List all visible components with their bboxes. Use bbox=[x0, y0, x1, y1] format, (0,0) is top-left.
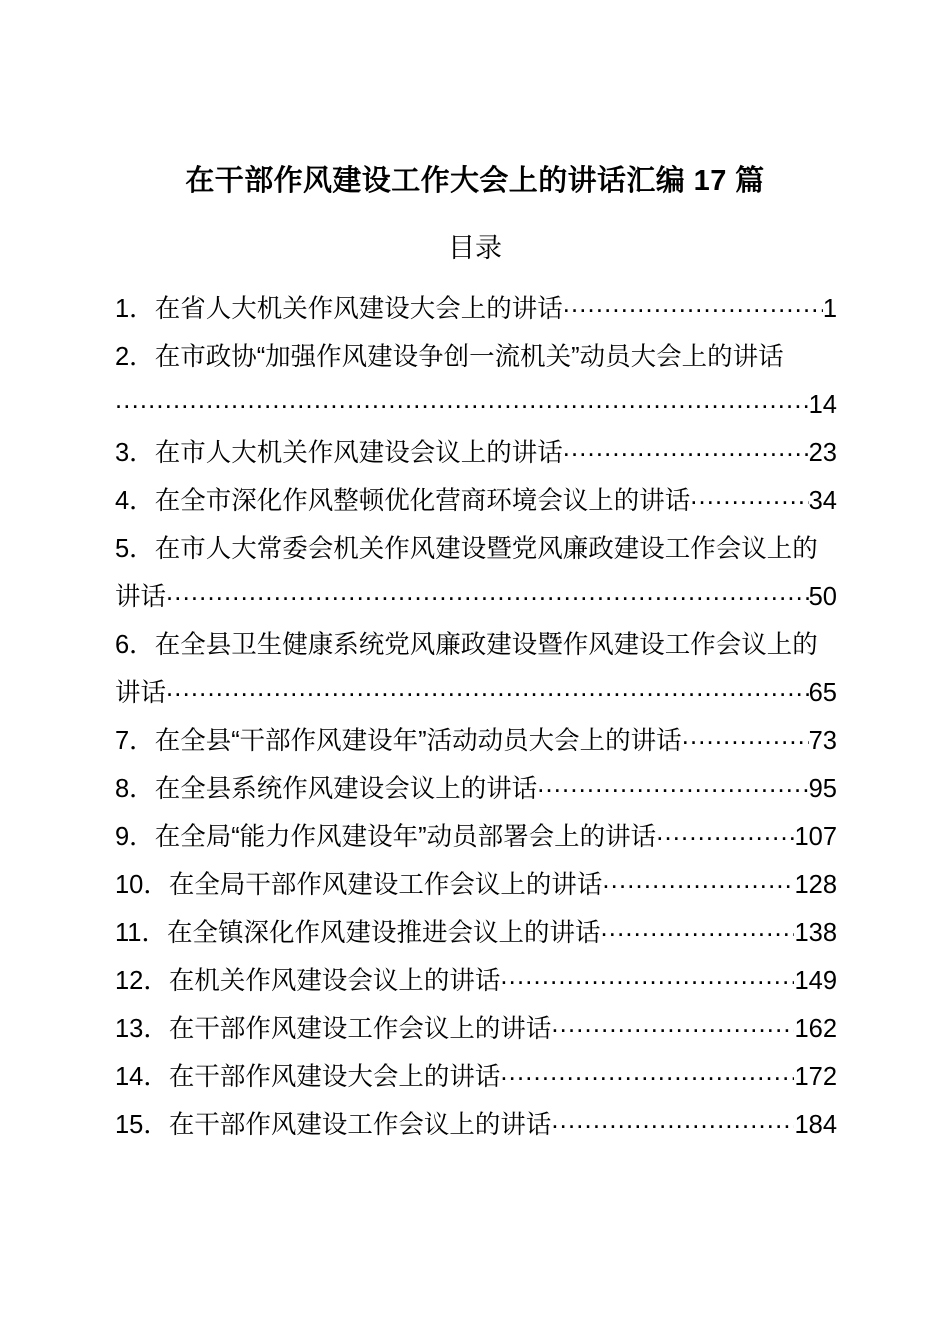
toc-entry-number: 14． bbox=[115, 1063, 169, 1091]
toc-entry-page-number: 34 bbox=[808, 487, 837, 515]
toc-leader-dots bbox=[500, 964, 794, 990]
toc-entry-title: 在全镇深化作风建设推进会议上的讲话 bbox=[166, 919, 601, 947]
toc-leader-dots bbox=[601, 916, 795, 942]
toc-leader-dots bbox=[690, 484, 808, 510]
toc-entry-line bbox=[115, 573, 837, 621]
toc-leader-dots bbox=[602, 868, 794, 894]
toc-entry-number: 2． bbox=[115, 343, 155, 371]
toc-entry-page-number: 107 bbox=[794, 823, 837, 851]
toc-entry-line bbox=[115, 1005, 837, 1053]
toc-entry-title: 在省人大机关作风建设大会上的讲话 bbox=[154, 295, 563, 323]
toc-entry-line bbox=[115, 621, 837, 669]
toc-leader-dots bbox=[166, 580, 809, 606]
toc-entry[interactable] bbox=[115, 765, 837, 813]
toc-entry[interactable] bbox=[115, 957, 837, 1005]
toc-entry[interactable] bbox=[115, 1005, 837, 1053]
toc-entry-line bbox=[115, 669, 837, 717]
toc-entry-number: 10． bbox=[115, 871, 169, 899]
toc-entry-page-number: 162 bbox=[794, 1015, 837, 1043]
toc-entry[interactable] bbox=[115, 813, 837, 861]
toc-entry[interactable] bbox=[115, 525, 837, 621]
table-of-contents bbox=[115, 285, 837, 1149]
toc-entry-line bbox=[115, 909, 837, 957]
toc-entry-title: 在市人大常委会机关作风建设暨党风廉政建设工作会议上的 bbox=[154, 535, 818, 563]
toc-entry-page-number: 138 bbox=[794, 919, 837, 947]
toc-entry-line bbox=[115, 957, 837, 1005]
toc-entry-page-number: 184 bbox=[794, 1111, 837, 1139]
toc-entry-title: 在全县系统作风建设会议上的讲话 bbox=[154, 775, 538, 803]
toc-entry[interactable] bbox=[115, 717, 837, 765]
toc-entry-number: 12． bbox=[115, 967, 169, 995]
toc-entry[interactable] bbox=[115, 429, 837, 477]
toc-entry[interactable] bbox=[115, 909, 837, 957]
toc-entry-number: 7． bbox=[115, 727, 155, 755]
toc-entry-title: 在干部作风建设工作会议上的讲话 bbox=[168, 1111, 552, 1139]
toc-entry-line bbox=[115, 525, 837, 573]
toc-leader-dots bbox=[551, 1108, 794, 1134]
toc-entry-page-number: 1 bbox=[822, 295, 837, 323]
toc-entry-page-number: 172 bbox=[794, 1063, 837, 1091]
toc-entry-title: 在机关作风建设会议上的讲话 bbox=[168, 967, 501, 995]
toc-entry-page-number: 50 bbox=[808, 583, 837, 611]
toc-leader-dots bbox=[115, 388, 809, 414]
toc-entry-page-number: 95 bbox=[808, 775, 837, 803]
toc-entry-line bbox=[115, 1053, 837, 1101]
toc-leader-dots bbox=[563, 292, 823, 318]
toc-entry-number: 5． bbox=[115, 535, 155, 563]
toc-entry-line bbox=[115, 429, 837, 477]
toc-entry-number: 8． bbox=[115, 775, 155, 803]
toc-entry-title: 在干部作风建设大会上的讲话 bbox=[168, 1063, 501, 1091]
toc-leader-dots bbox=[682, 724, 809, 750]
toc-entry-line bbox=[115, 813, 837, 861]
page-title: 在干部作风建设工作大会上的讲话汇编 17 篇 bbox=[185, 165, 765, 197]
toc-leader-dots bbox=[563, 436, 809, 462]
toc-entry-page-number: 73 bbox=[808, 727, 837, 755]
toc-leader-dots bbox=[166, 676, 809, 702]
toc-entry-line bbox=[115, 477, 837, 525]
toc-entry[interactable] bbox=[115, 285, 837, 333]
toc-entry-title: 在全市深化作风整顿优化营商环境会议上的讲话 bbox=[154, 487, 691, 515]
toc-leader-dots bbox=[537, 772, 808, 798]
toc-entry[interactable] bbox=[115, 477, 837, 525]
toc-entry-line bbox=[115, 381, 837, 429]
toc-entry-title: 在市人大机关作风建设会议上的讲话 bbox=[154, 439, 563, 467]
toc-entry-title: 讲话 bbox=[115, 679, 167, 707]
toc-entry-line bbox=[115, 333, 837, 381]
toc-entry[interactable] bbox=[115, 621, 837, 717]
toc-leader-dots bbox=[656, 820, 794, 846]
toc-entry-title: 讲话 bbox=[115, 583, 167, 611]
toc-entry[interactable] bbox=[115, 861, 837, 909]
toc-entry-line bbox=[115, 285, 837, 333]
toc-entry-number: 6． bbox=[115, 631, 155, 659]
toc-entry[interactable] bbox=[115, 1053, 837, 1101]
toc-leader-dots bbox=[551, 1012, 794, 1038]
toc-entry[interactable] bbox=[115, 333, 837, 429]
toc-entry-title: 在全局干部作风建设工作会议上的讲话 bbox=[168, 871, 603, 899]
toc-entry-line bbox=[115, 765, 837, 813]
toc-entry-number: 11． bbox=[115, 919, 167, 947]
toc-entry-number: 3． bbox=[115, 439, 155, 467]
toc-entry-number: 13． bbox=[115, 1015, 169, 1043]
toc-entry-number: 9． bbox=[115, 823, 155, 851]
toc-heading: 目录 bbox=[448, 233, 502, 263]
toc-entry-title: 在全县“干部作风建设年”活动动员大会上的讲话 bbox=[154, 727, 682, 755]
toc-entry-number: 15． bbox=[115, 1111, 169, 1139]
toc-entry[interactable] bbox=[115, 1101, 837, 1149]
toc-entry-line bbox=[115, 717, 837, 765]
toc-entry-number: 1． bbox=[115, 295, 155, 323]
toc-entry-page-number: 149 bbox=[794, 967, 837, 995]
toc-entry-page-number: 128 bbox=[794, 871, 837, 899]
toc-entry-title: 在全县卫生健康系统党风廉政建设暨作风建设工作会议上的 bbox=[154, 631, 818, 659]
toc-leader-dots bbox=[500, 1060, 794, 1086]
toc-entry-number: 4． bbox=[115, 487, 155, 515]
toc-entry-title: 在市政协“加强作风建设争创一流机关”动员大会上的讲话 bbox=[154, 343, 784, 371]
toc-entry-title: 在干部作风建设工作会议上的讲话 bbox=[168, 1015, 552, 1043]
toc-entry-page-number: 65 bbox=[808, 679, 837, 707]
toc-entry-page-number: 14 bbox=[808, 391, 837, 419]
toc-entry-page-number: 23 bbox=[808, 439, 837, 467]
toc-entry-line bbox=[115, 861, 837, 909]
toc-entry-line bbox=[115, 1101, 837, 1149]
toc-entry-title: 在全局“能力作风建设年”动员部署会上的讲话 bbox=[154, 823, 657, 851]
